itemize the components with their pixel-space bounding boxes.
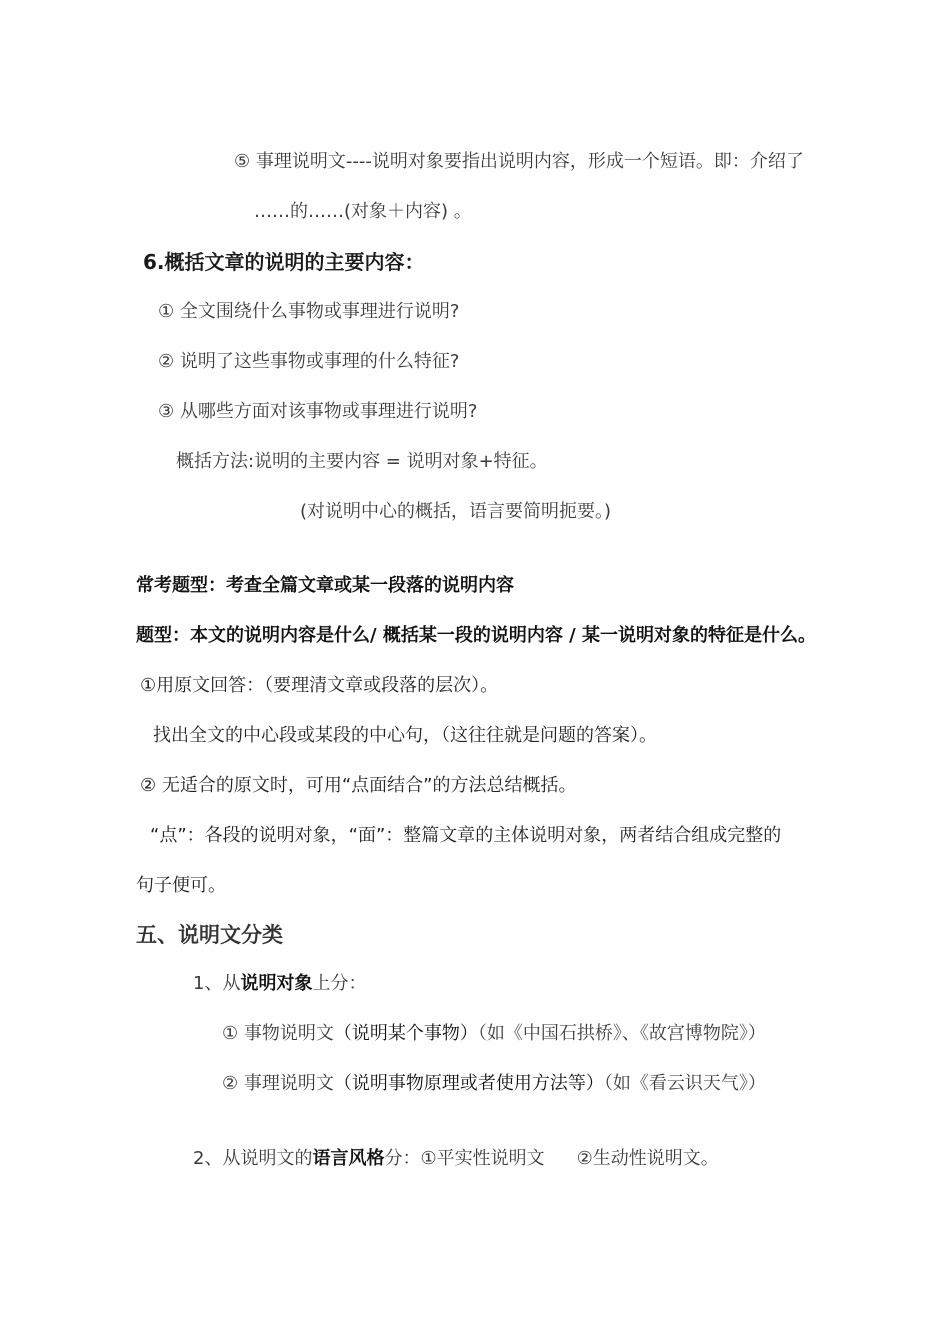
section5-heading: 五、说明文分类: [136, 923, 283, 947]
classification-2-bold: 语言风格: [312, 1148, 385, 1169]
classification-1: [193, 972, 366, 996]
exam-answer-2-detail-2: 句子便可。: [136, 875, 226, 896]
classification-1-item-2: [222, 1072, 766, 1096]
exam-answer-1-detail: 找出全文的中心段或某段的中心句，（这往往就是问题的答案）。: [153, 725, 657, 746]
classification-2-prefix: 2、从说明文的: [193, 1148, 313, 1169]
item-2-name: ② 事理说明文: [222, 1073, 334, 1094]
section6-method: 概括方法:说明的主要内容 = 说明对象+特征。: [176, 451, 548, 472]
section6-question-3: ③ 从哪些方面对该事物或事理进行说明?: [158, 401, 478, 422]
classification-2: [193, 1147, 719, 1171]
exam-answer-1: ①用原文回答：（要理清文章或段落的层次）。: [140, 675, 499, 696]
item-1-name: ① 事物说明文: [222, 1023, 334, 1044]
section6-note: (对说明中心的概括，语言要简明扼要。): [300, 501, 612, 522]
item-1-examples: （如《中国石拱桥》、《故宫博物院》）: [477, 1023, 766, 1044]
classification-2-item-2: ②生动性说明文。: [576, 1148, 719, 1169]
exam-answer-2: ② 无适合的原文时，可用“点面结合”的方法总结概括。: [140, 775, 577, 796]
exam-question-type: 题型：本文的说明内容是什么/ 概括某一段的说明内容 / 某一说明对象的特征是什么。: [136, 625, 816, 646]
item-2-desc: （说明事物原理或者使用方法等）: [333, 1073, 604, 1094]
classification-2-suffix: 分：①平实性说明文: [384, 1148, 545, 1169]
item5-line2: ……的……(对象＋内容) 。: [254, 201, 472, 222]
classification-1-bold: 说明对象: [240, 973, 313, 994]
section6-question-1: ① 全文围绕什么事物或事理进行说明?: [158, 301, 460, 322]
section6-question-2: ② 说明了这些事物或事理的什么特征?: [158, 351, 460, 372]
exam-answer-2-detail-1: “点”：各段的说明对象，“面”：整篇文章的主体说明对象，两者结合组成完整的: [150, 825, 782, 846]
classification-1-prefix: 1、从: [193, 973, 241, 994]
item-2-examples: （如《看云识天气》）: [603, 1073, 766, 1094]
section6-heading: 6.概括文章的说明的主要内容：: [143, 250, 425, 274]
classification-1-item-1: [222, 1022, 766, 1046]
exam-common-type: 常考题型：考查全篇文章或某一段落的说明内容: [136, 575, 514, 596]
classification-1-suffix: 上分：: [312, 973, 367, 994]
item-1-desc: （说明某个事物）: [333, 1023, 478, 1044]
item5-line1: ⑤ 事理说明文----说明对象要指出说明内容，形成一个短语。即：介绍了: [234, 151, 804, 172]
